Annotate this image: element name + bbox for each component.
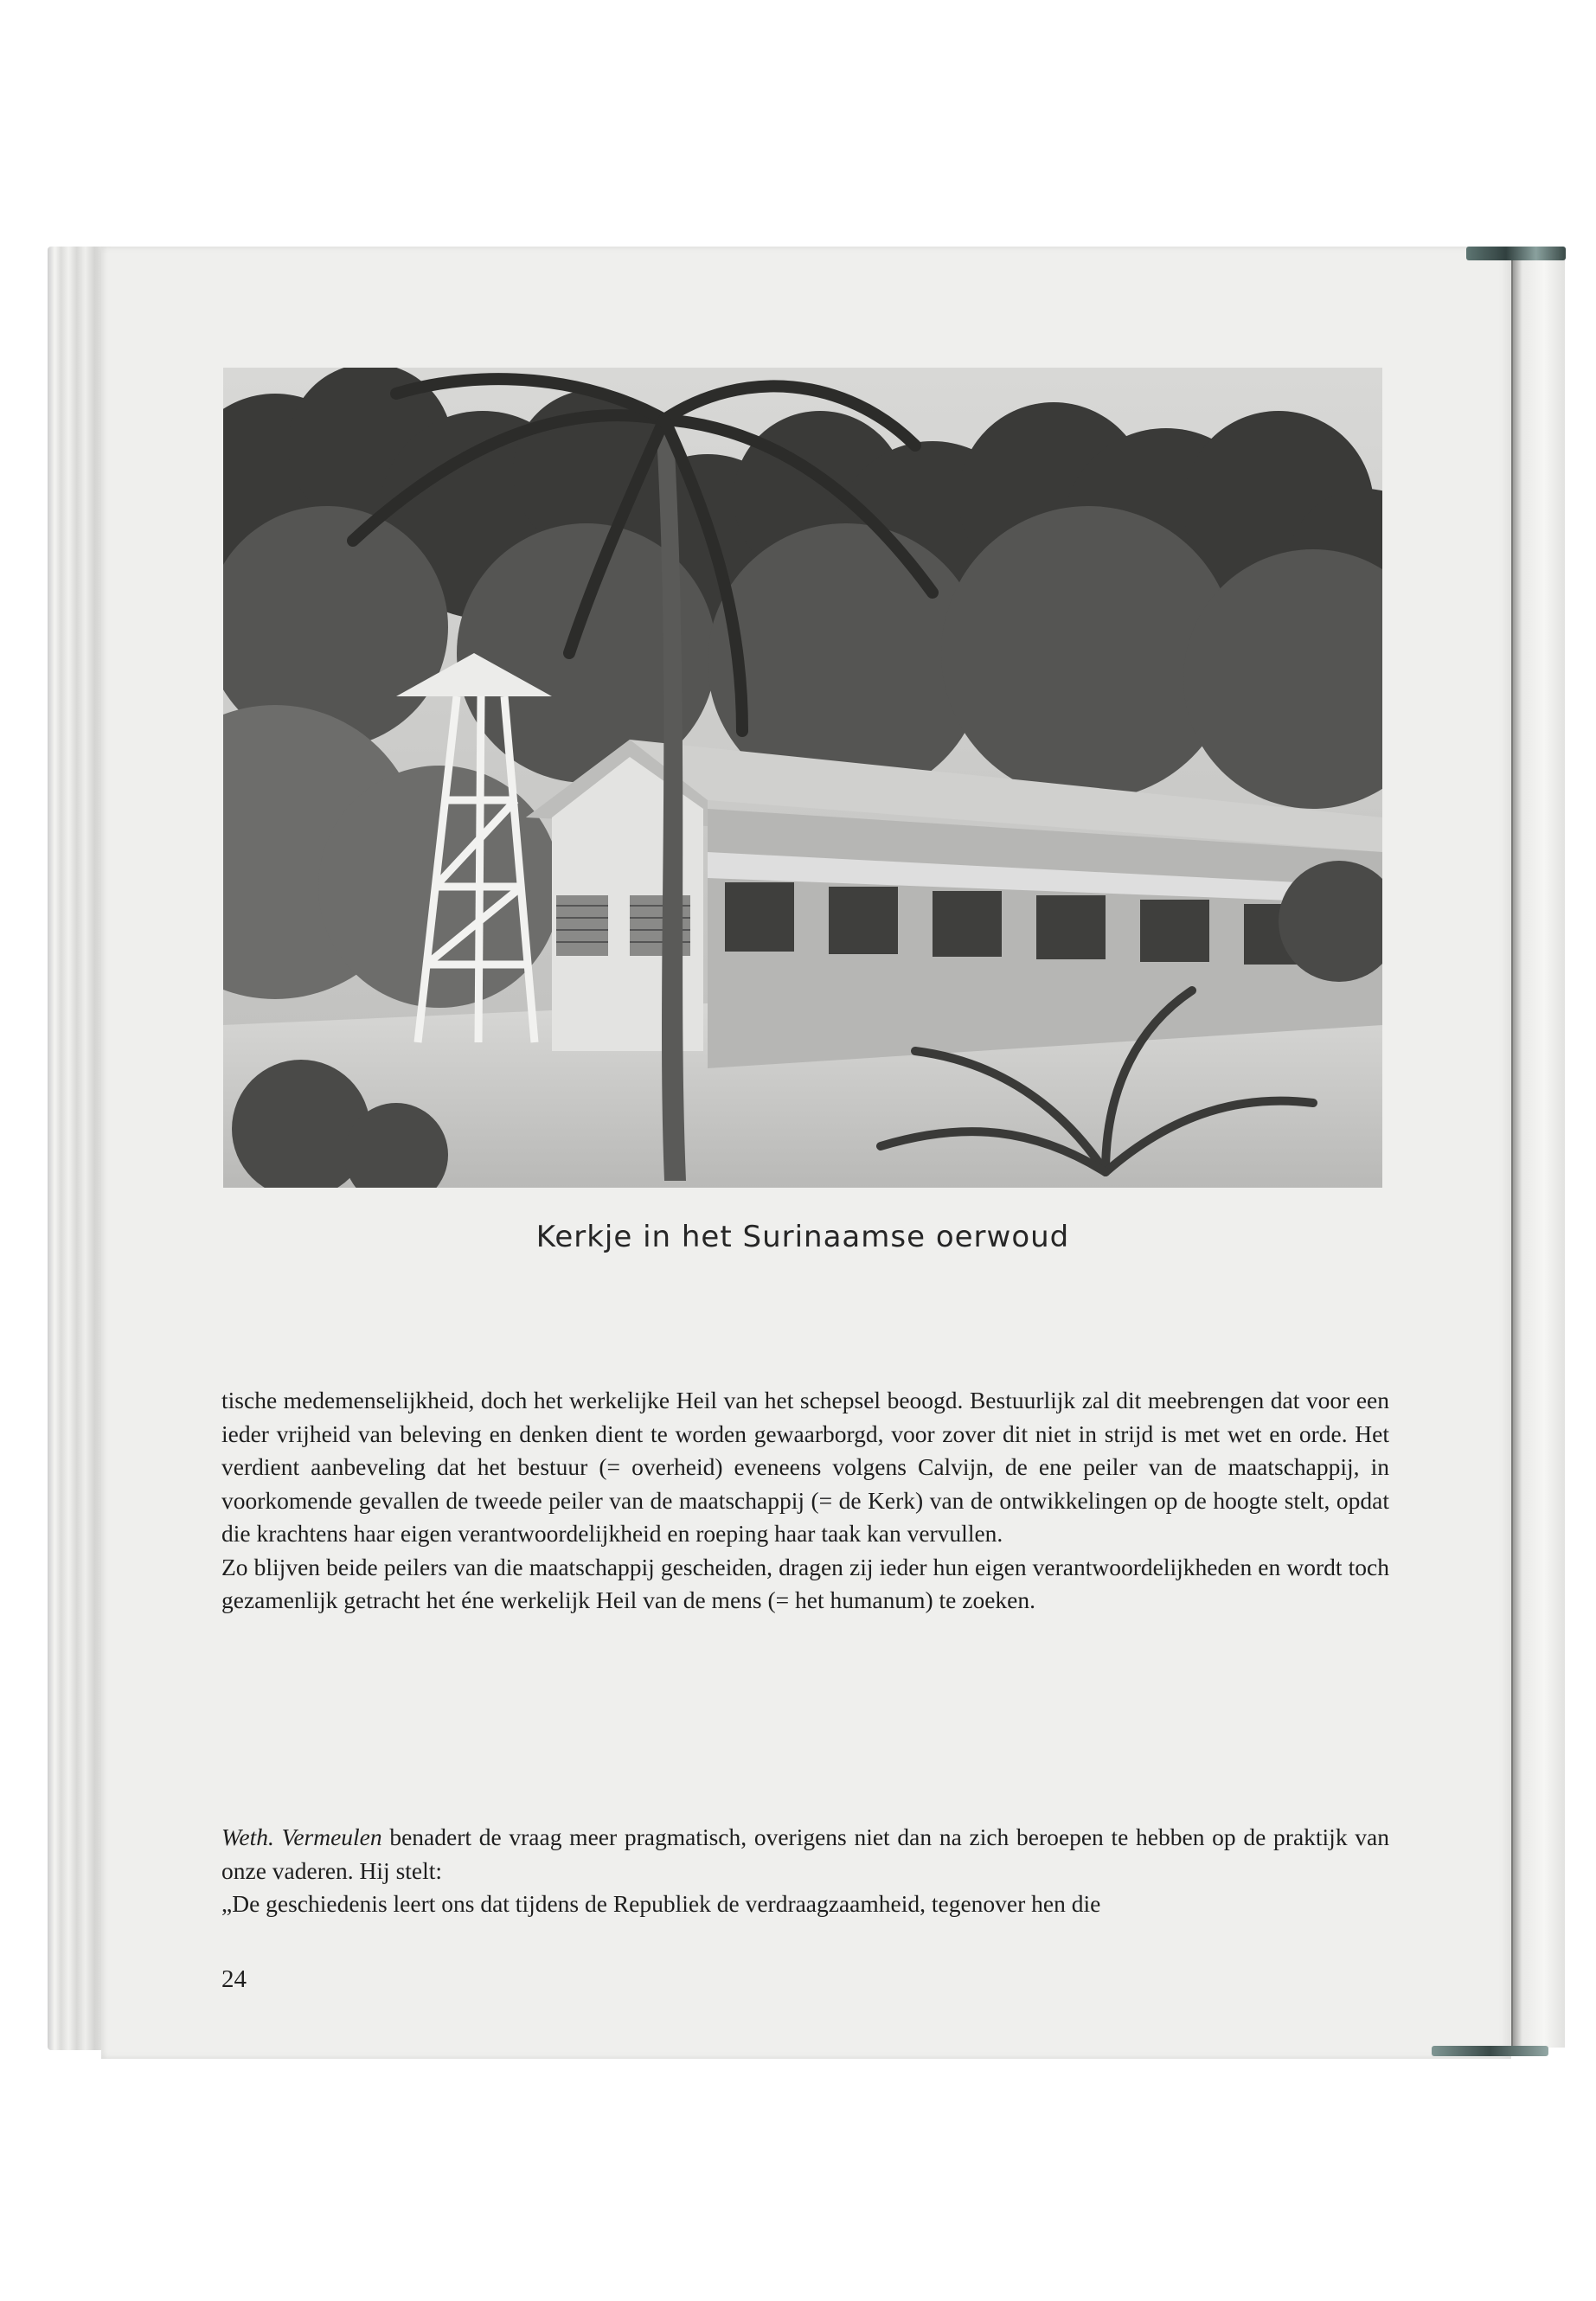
photo-caption: Kerkje in het Surinaamse oerwoud [535,1220,1070,1254]
page-number: 24 [221,1965,247,1993]
paragraph: tische medemenselijkheid, doch het werkelijke Heil van het schepsel beoogd. Bestuurlijk zal dit meebrengen dat voor een ieder vrijheid van beleving en denken dient te worden gewaarborgd, voor zover dit niet in strijd is met wet en orde. Het verdient aanbeveling dat het bestuur (= overheid) eveneens volgens Calvijn, de ene peiler van de maatschappij, in voorkomende gevallen de tweede peiler van de maatschappij (= de Kerk) van de ontwikkelingen op de hoogte stelt, opdat die krachtens haar eigen verantwoordelijkheid en roeping haar taak kan vervullen. [221,1387,1389,1547]
church-photograph [223,368,1382,1188]
paragraph-text: benadert de vraag meer pragmatisch, overigens niet dan na zich beroepen te hebben op de praktijk van onze vaderen. Hij stelt: [221,1823,1389,1884]
body-text-block [221,1384,1389,1618]
book-cover-edge [1511,257,1565,2048]
body-text-block-2 [221,1821,1389,1921]
book-cover-top-edge [1466,247,1566,260]
paragraph [221,1821,1389,1888]
quote-line: „De geschiedenis leert ons dat tijdens de Republiek de verdraagzaamheid, tegenover hen die [221,1890,1101,1917]
book-cover-bottom-edge [1432,2046,1548,2056]
page-edges [48,247,108,2050]
paragraph: Zo blijven beide peilers van die maatschappij gescheiden, dragen zij ieder hun eigen verantwoordelijkheden en wordt toch gezamenlijk getracht het éne werkelijk Heil van de mens (= het humanum) te zoeken. [221,1553,1389,1613]
speaker-name: Weth. Vermeulen [221,1823,382,1850]
